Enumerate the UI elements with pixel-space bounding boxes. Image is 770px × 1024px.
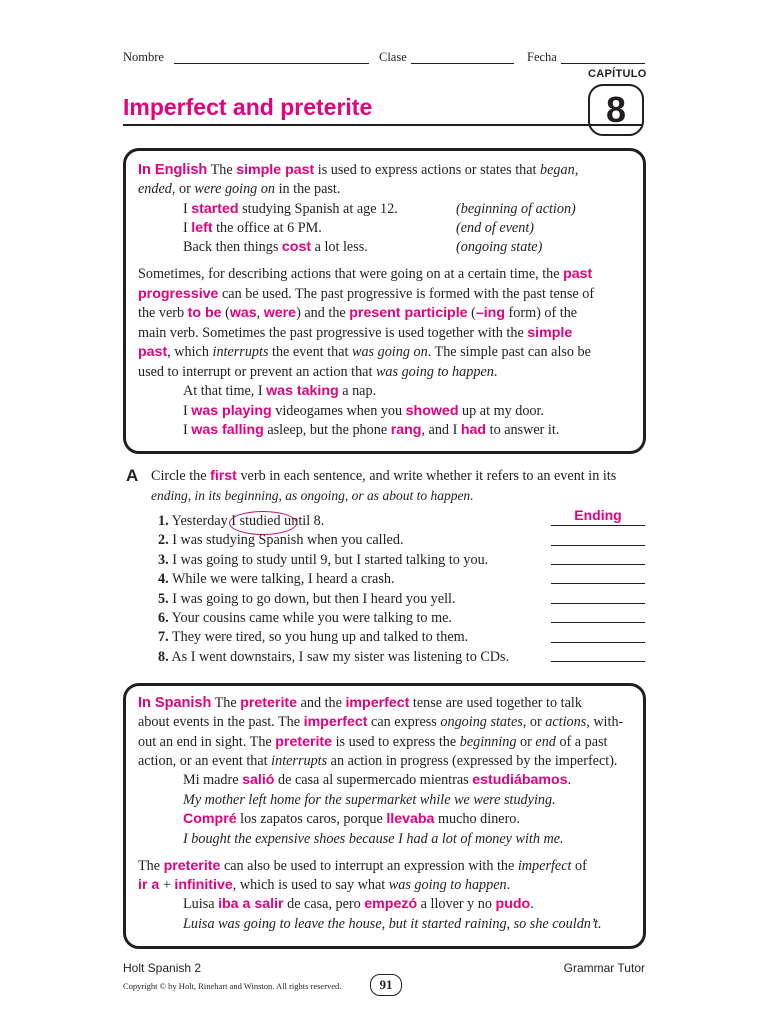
footer-book-title: Holt Spanish 2 <box>123 961 202 975</box>
box2-line-3: out an end in sight. The preterite is used to express the beginning or end of a past <box>138 734 608 750</box>
title-rule <box>123 124 643 126</box>
answer-line[interactable] <box>551 564 645 565</box>
box1-p2-line-1: Sometimes, for describing actions that were going on at a certain time, the past <box>138 266 593 282</box>
answer-line[interactable] <box>551 603 645 604</box>
box1-p2-line-6: used to interrupt or prevent an action that was going to happen. <box>138 364 498 380</box>
fecha-label: Fecha <box>527 50 557 64</box>
box2-line-4: action, or an event that interrupts an action in progress (expressed by the imperfect). <box>138 753 618 769</box>
box2-line-1: In Spanish The preterite and the imperfect tense are used together to talk <box>138 695 582 711</box>
exercise-item-4: 4. While we were talking, I heard a crash. <box>158 571 395 587</box>
box2-p2-line-1: The preterite can also be used to interrupt an expression with the imperfect of <box>138 858 587 874</box>
footer-series: Grammar Tutor <box>563 961 645 975</box>
example-sentence: Back then things cost a lot less. <box>183 239 368 255</box>
answer-line[interactable] <box>551 661 645 662</box>
example-sentence: I started studying Spanish at age 12. <box>183 201 398 217</box>
spanish-example: Mi madre salió de casa al supermercado mientras estudiábamos. <box>183 772 572 788</box>
circled-verb: studied <box>239 513 281 529</box>
sample-answer: Ending <box>574 507 622 523</box>
exercise-instructions-line-1: Circle the first verb in each sentence, and write whether it refers to an event in its <box>151 468 617 484</box>
box1-p2-line-2: progressive can be used. The past progressive is formed with the past tense of <box>138 286 595 302</box>
page-number: 91 <box>370 974 402 996</box>
progressive-example: I was playing videogames when you showed up at my door. <box>183 403 545 419</box>
progressive-example: I was falling asleep, but the phone rang, and I had to answer it. <box>183 422 560 438</box>
box1-p2-line-5: past, which interrupts the event that was going on. The simple past can also be <box>138 344 591 360</box>
page-title: Imperfect and preterite <box>123 94 373 120</box>
exercise-item-3: 3. I was going to study until 9, but I started talking to you. <box>158 552 489 568</box>
copyright: Copyright © by Holt, Rinehart and Winston. All rights reserved. <box>123 981 342 991</box>
answer-line[interactable] <box>551 622 645 623</box>
chapter-number-badge: 8 <box>588 84 644 136</box>
in-english-heading: In English <box>138 162 208 178</box>
answer-line[interactable] <box>551 545 645 546</box>
exercise-item-8: 8. As I went downstairs, I saw my sister was listening to CDs. <box>158 649 510 665</box>
clase-label: Clase <box>379 50 407 64</box>
english-translation: Luisa was going to leave the house, but it started raining, so she couldn’t. <box>183 916 602 932</box>
box2-line-2: about events in the past. The imperfect can express ongoing states, or actions, with- <box>138 714 624 730</box>
box1-p2-line-4: main verb. Sometimes the past progressive is used together with the simple <box>138 325 573 341</box>
exercise-item-7: 7. They were tired, so you hung up and talked to them. <box>158 629 469 645</box>
exercise-letter: A <box>126 466 139 485</box>
box2-p2-line-2: ir a + infinitive, which is used to say what was going to happen. <box>138 877 511 893</box>
example-note: (end of event) <box>456 220 534 236</box>
clase-line <box>411 63 514 64</box>
nombre-line <box>174 63 369 64</box>
example-sentence: I left the office at 6 PM. <box>183 220 322 236</box>
english-translation: I bought the expensive shoes because I had a lot of money with me. <box>183 831 564 847</box>
in-spanish-heading: In Spanish <box>138 695 212 711</box>
exercise-instructions-line-2: ending, in its beginning, as ongoing, or as about to happen. <box>151 488 474 503</box>
fecha-line <box>561 63 645 64</box>
exercise-item-1: 1. Yesterday I studied until 8. <box>158 513 325 529</box>
example-note: (beginning of action) <box>456 201 576 217</box>
spanish-example: Compré los zapatos caros, porque llevaba mucho dinero. <box>183 811 520 827</box>
exercise-item-2: 2. I was studying Spanish when you called. <box>158 532 404 548</box>
capitulo-label: CAPÍTULO <box>588 68 647 80</box>
box1-line-1: In English The simple past is used to express actions or states that began, <box>138 162 579 178</box>
spanish-example: Luisa iba a salir de casa, pero empezó a llover y no pudo. <box>183 896 534 912</box>
box1-line-2: ended, or were going on in the past. <box>138 181 341 197</box>
english-translation: My mother left home for the supermarket while we were studying. <box>183 792 556 808</box>
answer-line[interactable] <box>551 642 645 643</box>
example-note: (ongoing state) <box>456 239 543 255</box>
progressive-example: At that time, I was taking a nap. <box>183 383 377 399</box>
box1-p2-line-3: the verb to be (was, were) and the present participle (–ing form) of the <box>138 305 578 321</box>
answer-line[interactable] <box>551 525 645 526</box>
exercise-item-6: 6. Your cousins came while you were talking to me. <box>158 610 452 626</box>
answer-line[interactable] <box>551 583 645 584</box>
nombre-label: Nombre <box>123 50 164 64</box>
exercise-item-5: 5. I was going to go down, but then I heard you yell. <box>158 591 456 607</box>
